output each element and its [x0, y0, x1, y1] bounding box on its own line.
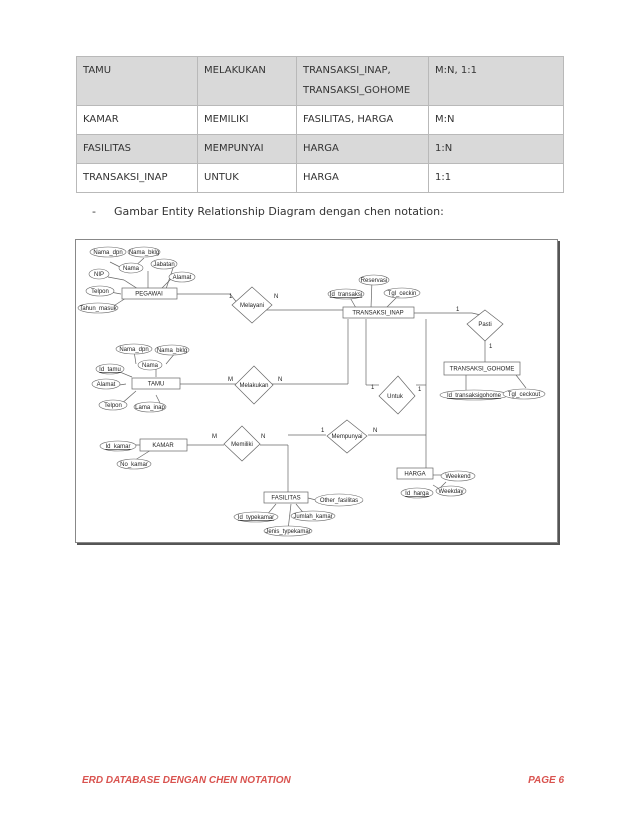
attribute-label: Jabatan	[153, 262, 175, 268]
table-cell: MEMPUNYAI	[198, 135, 297, 164]
entity-label: PEGAWAI	[135, 291, 163, 298]
cardinality-label: N	[373, 428, 378, 434]
cardinality-label: N	[274, 294, 279, 300]
cardinality-label: 1	[456, 307, 460, 313]
table-cell: FASILITAS	[77, 135, 198, 164]
attribute-label: Tgl_ceckout	[507, 392, 541, 398]
entity-label: TRANSAKSI_GOHOME	[449, 366, 515, 373]
attribute-label: Nama_dpn	[119, 347, 149, 353]
relationship-label: Melakukan	[239, 383, 269, 389]
table-cell: HARGA	[297, 164, 429, 193]
cell-line: TRANSAKSI_GOHOME	[303, 85, 411, 96]
attribute-label: Nama_dpn	[93, 250, 123, 256]
table-cell: TAMU	[77, 57, 198, 106]
attribute-label: Jumlah_kamar	[293, 514, 333, 520]
attribute-label: Other_fasilitas	[319, 498, 359, 504]
entity-label: TRANSAKSI_INAP	[352, 310, 404, 317]
attribute-label: Tgl_ceckin	[387, 291, 417, 297]
table-cell: KAMAR	[77, 106, 198, 135]
table-cell	[297, 57, 429, 106]
relationship-label: Melayani	[239, 303, 265, 309]
attribute-label: Telpon	[91, 289, 109, 295]
attribute-label: Alamat	[172, 275, 192, 281]
relationship-label: Memiliki	[231, 442, 253, 448]
entity-label: HARGA	[404, 471, 426, 478]
attribute-label: Alamat	[96, 382, 116, 388]
cardinality-label: N	[261, 434, 266, 440]
table-cell: HARGA	[297, 135, 429, 164]
page-footer	[82, 775, 564, 786]
attribute-key-label: Id_kamar	[105, 444, 131, 450]
table-cell: UNTUK	[198, 164, 297, 193]
table-cell: MEMILIKI	[198, 106, 297, 135]
cardinality-label: M	[212, 434, 217, 440]
attribute-label: Tahun_masuk	[79, 306, 117, 312]
table-cell: 1:1	[429, 164, 564, 193]
bullet-dash: -	[92, 205, 96, 218]
entity-label: KAMAR	[152, 443, 174, 449]
attribute-label: Telpon	[104, 403, 122, 409]
cardinality-label: M	[228, 377, 233, 383]
entity-label: TAMU	[147, 381, 165, 388]
attribute-label: Nama_bklg	[156, 348, 188, 354]
attribute-label: Weekday	[438, 489, 464, 495]
cell-line: TRANSAKSI_INAP,	[303, 65, 391, 76]
relationship-label: Mempunyai	[331, 434, 363, 440]
attribute-key-label: Id_transaksi	[329, 292, 363, 298]
page-number: PAGE 6	[528, 775, 564, 786]
cardinality-label: 1	[371, 385, 375, 391]
erd-diagram	[75, 239, 558, 543]
attribute-key-label: Id_tamu	[99, 367, 121, 373]
attribute-label: Reservasi	[360, 278, 388, 284]
attribute-key-label: Id_typekamar	[237, 515, 275, 521]
cardinality-label: N	[278, 377, 283, 383]
cardinality-label: 1	[229, 294, 233, 300]
table-cell: MELAKUKAN	[198, 57, 297, 106]
attribute-label: Weekend	[445, 474, 471, 480]
attribute-label: Jenis_typekamar	[265, 529, 311, 535]
attribute-label: Nama	[141, 363, 159, 369]
attribute-label: NIP	[93, 272, 105, 278]
table-row	[77, 57, 564, 106]
table-cell: M:N, 1:1	[429, 57, 564, 106]
attribute-key-label: Id_transaksigohome	[446, 393, 502, 399]
attribute-label: Nama_bklg	[128, 250, 160, 256]
cardinality-label: 1	[321, 428, 325, 434]
erd-canvas	[76, 240, 557, 542]
entity-label: FASILITAS	[271, 495, 301, 502]
cardinality-label: 1	[418, 387, 422, 393]
attribute-label: No_kamar	[120, 462, 148, 468]
table-cell: 1:N	[429, 135, 564, 164]
table-cell: TRANSAKSI_INAP	[77, 164, 198, 193]
bullet-text: Gambar Entity Relationship Diagram dengan chen notation:	[114, 205, 444, 218]
footer-title: ERD DATABASE DENGAN CHEN NOTATION	[82, 775, 291, 786]
table-cell: FASILITAS, HARGA	[297, 106, 429, 135]
table-row	[77, 106, 564, 135]
attribute-key-label: Id_harga	[405, 491, 429, 497]
table-cell: M:N	[429, 106, 564, 135]
relations-table	[76, 56, 564, 193]
bullet-item	[92, 205, 444, 218]
relationship-label: Pasti	[478, 322, 492, 328]
attribute-label: Lama_inap	[135, 405, 165, 411]
attribute-label: Nama	[122, 266, 140, 272]
cardinality-label: 1	[489, 344, 493, 350]
relationship-label: Untuk	[387, 394, 403, 400]
table-row	[77, 164, 564, 193]
table-row	[77, 135, 564, 164]
